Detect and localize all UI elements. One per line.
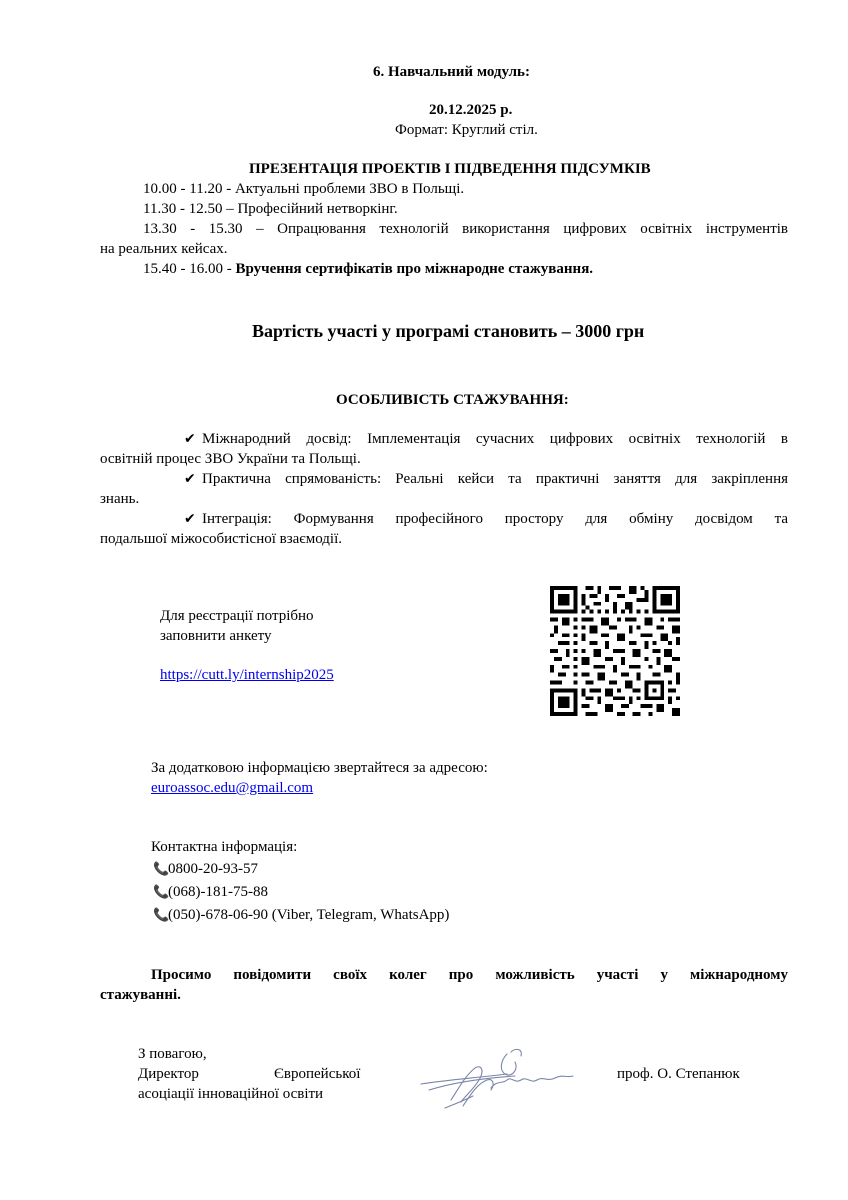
- phone-number: (068)-181-75-88: [168, 884, 268, 900]
- feature-text-continued: освітній процес ЗВО України та Польщі.: [100, 451, 361, 467]
- signatory-name: проф. О. Степанюк: [617, 1066, 740, 1082]
- schedule-text: Опрацювання технологій використання цифрових освітніх інструментів: [277, 221, 788, 237]
- closing-position: Європейської: [274, 1066, 361, 1082]
- email-link[interactable]: euroassoc.edu@gmail.com: [151, 780, 314, 796]
- registration-text: заповнити анкету: [160, 628, 272, 644]
- closing-regards: З повагою,: [138, 1046, 207, 1062]
- schedule-item: [143, 259, 593, 279]
- features-heading: ОСОБЛИВІСТЬ СТАЖУВАННЯ:: [336, 392, 569, 408]
- phone-line: [153, 859, 258, 880]
- feature-text-continued: подальшої міжособистісної взаємодії.: [100, 531, 343, 547]
- schedule-item: [143, 219, 788, 239]
- schedule-text-continued: на реальних кейсах.: [100, 241, 228, 257]
- feature-text-continued: знань.: [100, 491, 140, 507]
- phone-number: 0800-20-93-57: [168, 861, 258, 877]
- check-mark-icon: ✔: [184, 511, 196, 527]
- module-heading: ПРЕЗЕНТАЦІЯ ПРОЕКТІВ І ПІДВЕДЕННЯ ПІДСУМКІВ: [249, 161, 651, 177]
- feature-text: Інтеграція: Формування професійного простору для обміну досвідом та: [202, 511, 788, 527]
- request-text: Просимо повідомити своїх колег про можливість участі у міжнародному: [151, 967, 788, 983]
- check-mark-icon: ✔: [184, 431, 196, 447]
- contacts-heading: Контактна інформація:: [151, 839, 298, 855]
- schedule-item: [143, 179, 464, 199]
- phone-icon: 📞: [153, 862, 170, 877]
- phone-line: [153, 882, 268, 903]
- registration-text: Для реєстрації потрібно: [160, 608, 314, 624]
- cost-line: Вартість участі у програмі становить – 3000 грн: [252, 321, 645, 341]
- module-format: Формат: Круглий стіл.: [395, 122, 538, 138]
- feature-item: [184, 469, 788, 489]
- phone-number: (050)-678-06-90 (Viber, Telegram, WhatsApp): [168, 907, 450, 923]
- signature-icon: [415, 1040, 580, 1115]
- phone-icon: 📞: [153, 908, 170, 923]
- schedule-item: [143, 199, 398, 219]
- request-text-continued: стажуванні.: [100, 987, 181, 1003]
- closing-position: асоціації інноваційної освіти: [138, 1086, 324, 1102]
- feature-item: [184, 509, 788, 529]
- registration-link[interactable]: https://cutt.ly/internship2025: [160, 667, 334, 683]
- info-text: За додатковою інформацією звертайтеся за адресою:: [151, 760, 488, 776]
- schedule-text: Вручення сертифікатів про міжнародне стажування.: [235, 261, 594, 277]
- closing-position: Директор: [138, 1066, 199, 1082]
- schedule-time: 15.40 - 16.00 -: [143, 261, 236, 277]
- schedule-text: Професійний нетворкінг.: [237, 201, 398, 217]
- module-title: 6. Навчальний модуль:: [373, 64, 530, 80]
- feature-text: Міжнародний досвід: Імплементація сучасних цифрових освітніх технологій в: [202, 431, 788, 447]
- check-mark-icon: ✔: [184, 471, 196, 487]
- phone-icon: 📞: [153, 885, 170, 900]
- qr-code-icon[interactable]: [548, 586, 682, 716]
- schedule-time: 11.30 - 12.50 –: [143, 201, 238, 217]
- phone-line: [153, 905, 449, 926]
- schedule-time: 13.30 - 15.30 –: [143, 221, 278, 237]
- schedule-text: Актуальні проблеми ЗВО в Польщі.: [234, 181, 465, 197]
- module-date: 20.12.2025 р.: [429, 102, 513, 118]
- feature-item: [184, 429, 788, 449]
- feature-text: Практична спрямованість: Реальні кейси та практичні заняття для закріплення: [202, 471, 788, 487]
- schedule-time: 10.00 - 11.20 -: [143, 181, 235, 197]
